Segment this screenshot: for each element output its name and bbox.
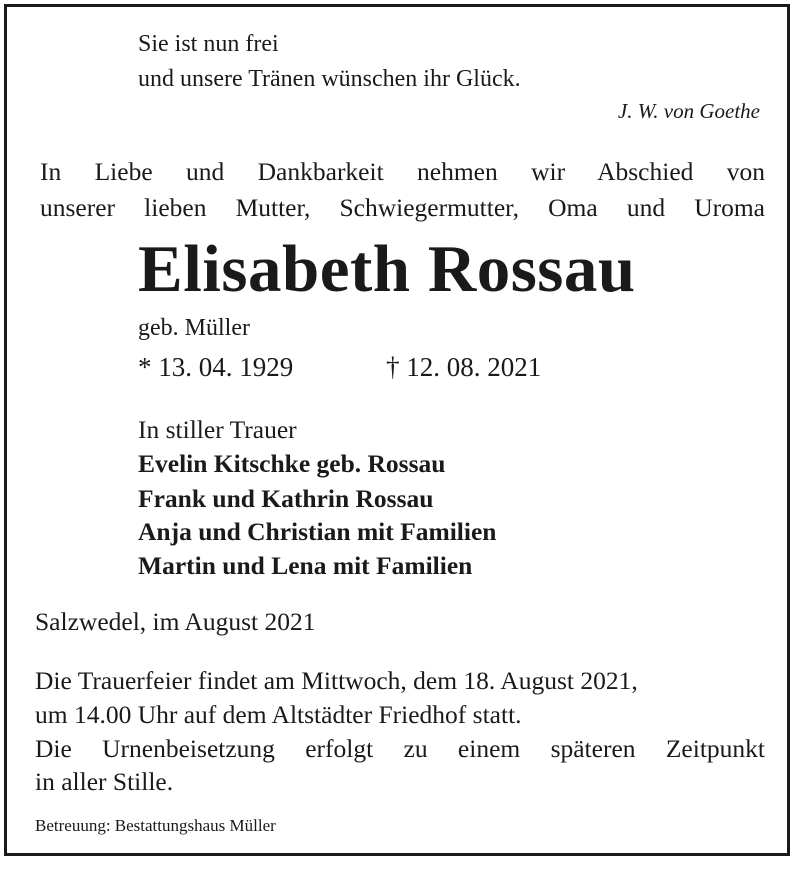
deceased-name: Elisabeth Rossau [138,232,636,306]
service-line-4: in aller Stille. [35,767,174,796]
mourner-name: Evelin Kitschke geb. Rossau [138,449,446,478]
place-date: Salzwedel, im August 2021 [35,607,316,636]
service-line-2: um 14.00 Uhr auf dem Altstädter Friedhof statt. [35,700,522,729]
service-line-1: Die Trauerfeier findet am Mittwoch, dem 18. August 2021, [35,666,638,695]
quote-author: J. W. von Goethe [617,99,760,123]
birth-date: * 13. 04. 1929 [138,352,294,382]
quote-line-1: Sie ist nun frei [138,31,279,57]
intro-line-1: In Liebe und Dankbarkeit nehmen wir Abschied von [40,157,765,186]
mourner-name: Anja und Christian mit Familien [138,517,497,546]
death-date: † 12. 08. 2021 [386,352,542,382]
intro-line-2: unserer lieben Mutter, Schwiegermutter, Oma und Uroma [40,193,765,222]
mourning-heading: In stiller Trauer [138,415,297,444]
quote-line-2: und unsere Tränen wünschen ihr Glück. [138,66,521,92]
maiden-name: geb. Müller [138,315,250,341]
mourner-name: Frank und Kathrin Rossau [138,484,434,513]
service-line-3: Die Urnenbeisetzung erfolgt zu einem späteren Zeitpunkt [35,734,765,763]
funeral-home-credit: Betreuung: Bestattungshaus Müller [35,816,276,835]
mourner-name: Martin und Lena mit Familien [138,551,473,580]
